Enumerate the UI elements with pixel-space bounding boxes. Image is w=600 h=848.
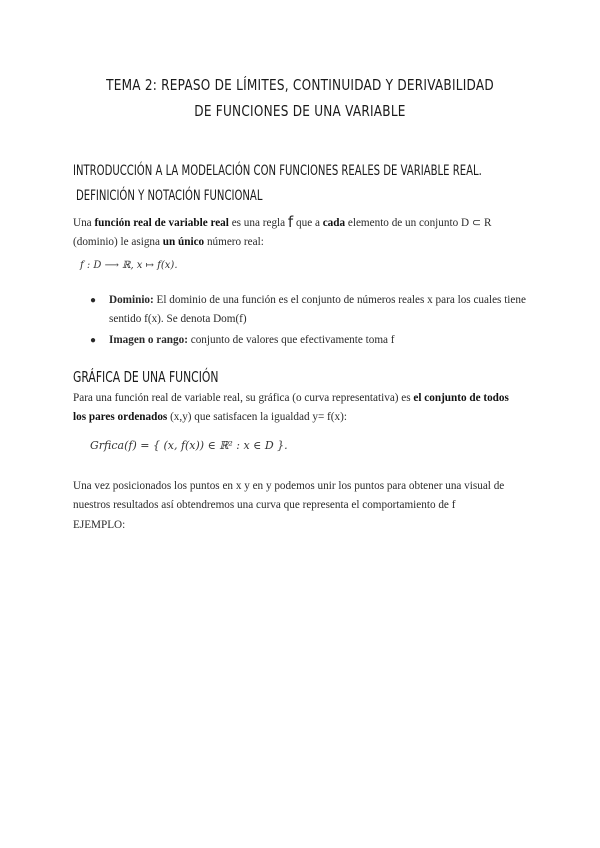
definition-paragraph: Una función real de variable real es una regla f que a cada elemento de un conjunto D ⊂ R (dominio) le asigna un único número real: — [73, 213, 492, 248]
page-title: TEMA 2: REPASO DE LÍMITES, CONTINUIDAD Y DERIVABILIDAD DE FUNCIONES DE UNA VARIABLE — [106, 76, 494, 120]
bullet-icon: ● — [90, 335, 97, 346]
graph-definition-paragraph: Para una función real de variable real, su gráfica (o curva representativa) es el conjunto de todos los pares ordenados (x,y) que satisfacen la igualdad y= f(x): — [73, 392, 509, 423]
list-item-range: ● Imagen o rango: conjunto de valores que efectivamente toma f — [109, 331, 559, 350]
bullet-icon: ● — [90, 295, 97, 306]
graph-set-formula: Grfica(f) = { (x, f(x)) ∈ ℝ² : x ∈ D }. — [90, 439, 288, 452]
function-symbol: f — [287, 213, 294, 231]
example-label: EJEMPLO: — [73, 519, 126, 531]
function-notation-formula: f : D ⟶ ℝ, x ↦ f(x). — [80, 260, 178, 271]
list-item-domain: ● Dominio: El dominio de una función es el conjunto de números reales x para los cuales tiene sentido f(x). Se denota Dom(f) — [109, 291, 559, 329]
section-heading-graph: GRÁFICA DE UNA FUNCIÓN — [73, 368, 219, 386]
definition-list — [73, 291, 559, 352]
explanation-paragraph: Una vez posicionados los puntos en x y en y podemos unir los puntos para obtener una visual de nuestros resultados así obtendremos una curva que representa el comportamiento de f — [73, 480, 505, 511]
section-heading-intro: INTRODUCCIÓN A LA MODELACIÓN CON FUNCIONES REALES DE VARIABLE REAL. — [73, 163, 482, 179]
section-subheading-definition: DEFINICIÓN Y NOTACIÓN FUNCIONAL — [76, 188, 263, 204]
